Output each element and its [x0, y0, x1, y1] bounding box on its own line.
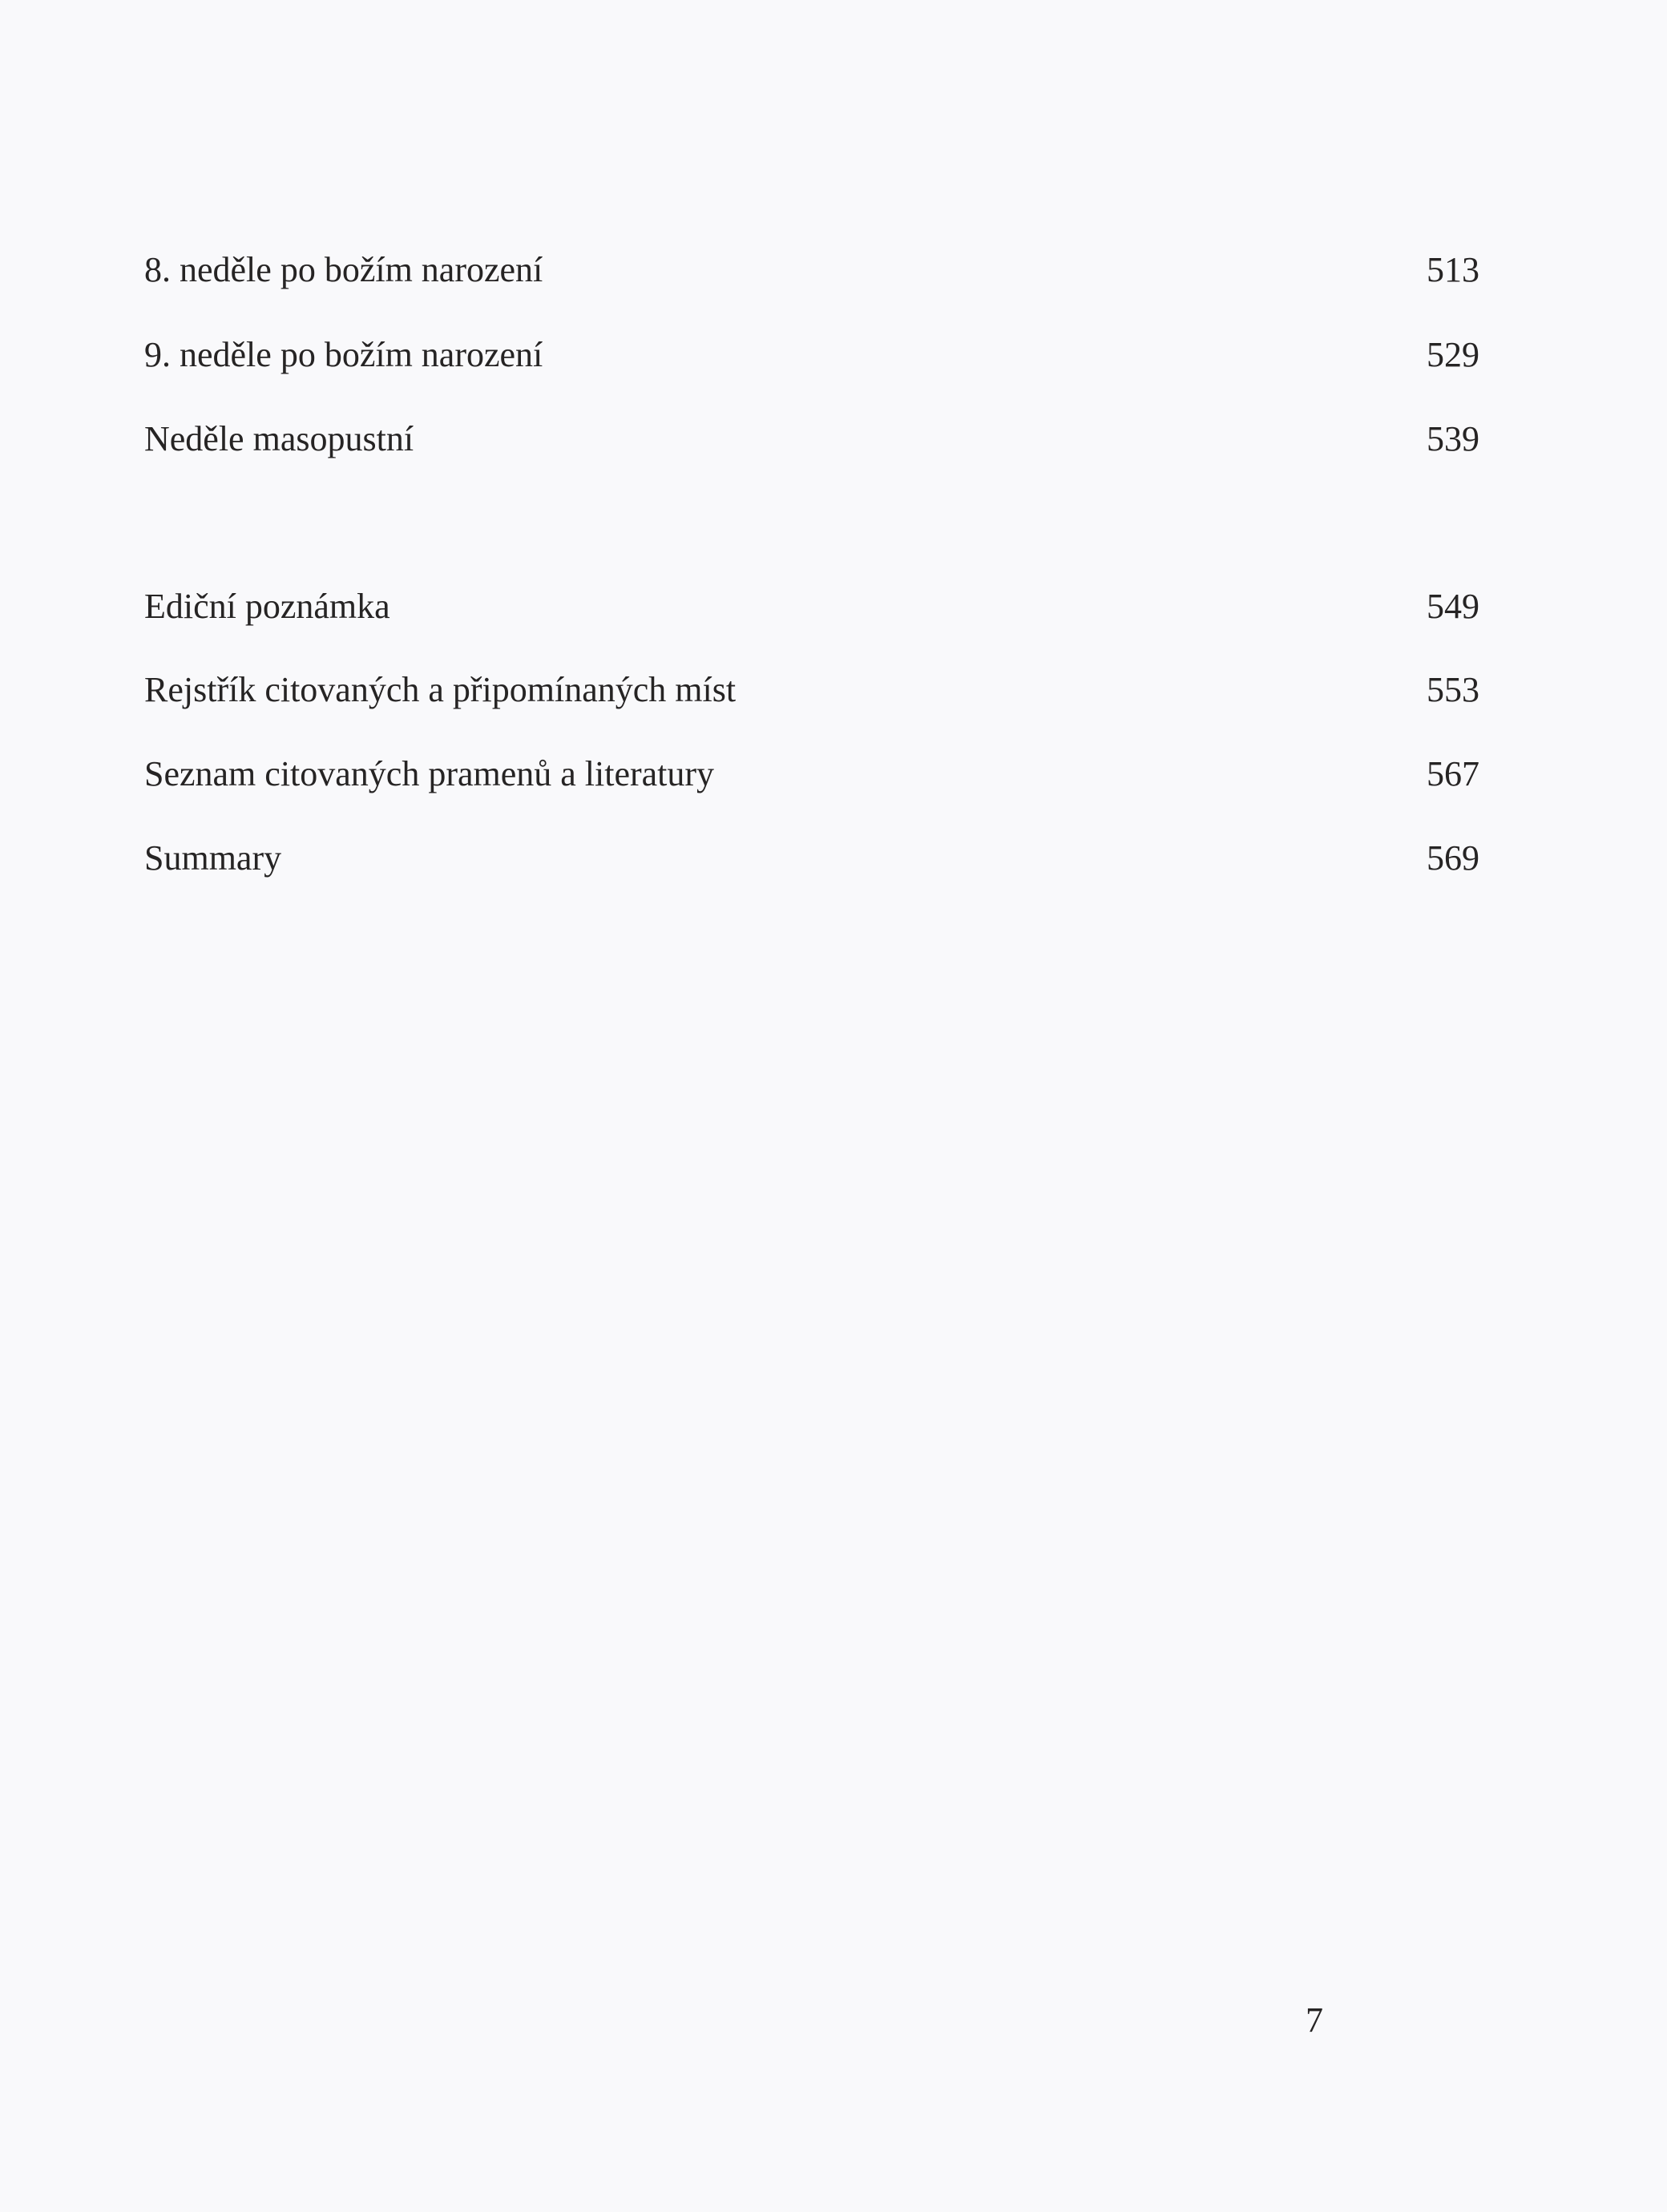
toc-entry — [144, 662, 1479, 718]
toc-entry — [144, 579, 1479, 635]
toc-entry — [144, 242, 1479, 298]
toc-entry-title: Summary — [144, 838, 282, 878]
toc-entry-page: 553 — [1427, 670, 1479, 709]
toc-entry-page: 539 — [1427, 419, 1479, 458]
toc-entry — [144, 746, 1479, 802]
page-number: 7 — [1306, 2000, 1323, 2040]
toc-entry-title: 8. neděle po božím narození — [144, 250, 543, 289]
toc-entry — [144, 327, 1479, 383]
toc-entry-page: 569 — [1427, 838, 1479, 878]
toc-entry-title: 9. neděle po božím narození — [144, 335, 543, 374]
toc-entry — [144, 830, 1479, 886]
toc-entry-page: 513 — [1427, 250, 1479, 289]
toc-entry-page: 567 — [1427, 754, 1479, 793]
toc-entry-title: Seznam citovaných pramenů a literatury — [144, 754, 715, 793]
toc-entry-title: Rejstřík citovaných a připomínaných míst — [144, 670, 737, 709]
toc-entry — [144, 411, 1479, 467]
toc-entry-title: Neděle masopustní — [144, 419, 414, 458]
toc-entry-title: Ediční poznámka — [144, 587, 390, 626]
toc-entry-page: 529 — [1427, 335, 1479, 374]
toc-entry-page: 549 — [1427, 587, 1479, 626]
